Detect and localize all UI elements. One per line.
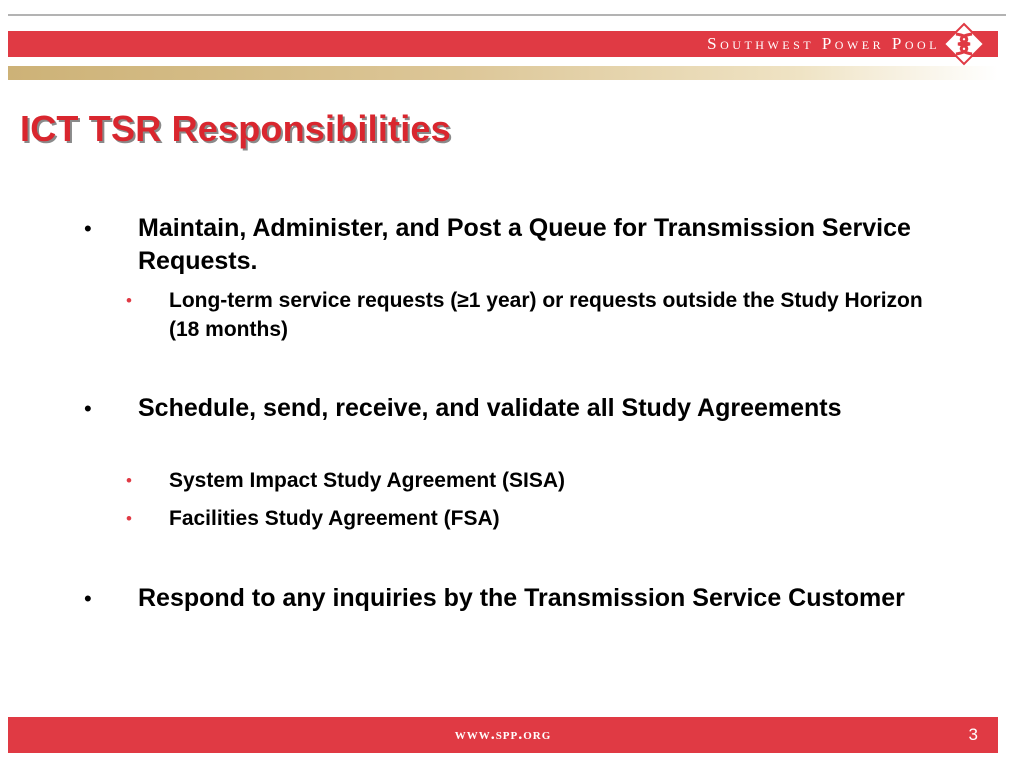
spp-logo-icon: [940, 22, 988, 66]
top-divider: [8, 14, 1006, 16]
bullet-item: [84, 212, 938, 278]
footer-url: www.spp.org: [454, 726, 552, 743]
sub-bullet-icon: •: [126, 471, 132, 490]
bullet-icon: •: [84, 586, 92, 611]
bullet-item: [84, 582, 938, 615]
sub-bullet-icon: •: [126, 509, 132, 528]
sub-bullet-item: [126, 466, 929, 495]
sub-bullet-item: [126, 286, 929, 344]
slide-title: ICT TSR Responsibilities: [20, 108, 451, 149]
sub-bullet-text: Long-term service requests (≥1 year) or requests outside the Study Horizon (18 months): [169, 289, 923, 341]
bullet-icon: •: [84, 216, 92, 241]
page-number: 3: [968, 725, 978, 744]
sub-bullet-text: System Impact Study Agreement (SISA): [169, 469, 565, 492]
gold-band: [8, 66, 998, 80]
sub-bullet-icon: •: [126, 291, 132, 310]
bullet-item: [84, 392, 938, 425]
sub-bullet-item: [126, 504, 929, 533]
bullet-text: Schedule, send, receive, and validate all Study Agreements: [138, 394, 842, 422]
bullet-text: Maintain, Administer, and Post a Queue for Transmission Service Requests.: [138, 214, 911, 275]
brand-name: Southwest Power Pool: [707, 34, 940, 53]
sub-bullet-text: Facilities Study Agreement (FSA): [169, 507, 500, 530]
bullet-text: Respond to any inquiries by the Transmission Service Customer: [138, 584, 905, 612]
bullet-icon: •: [84, 396, 92, 421]
footer-bar: [8, 717, 998, 753]
